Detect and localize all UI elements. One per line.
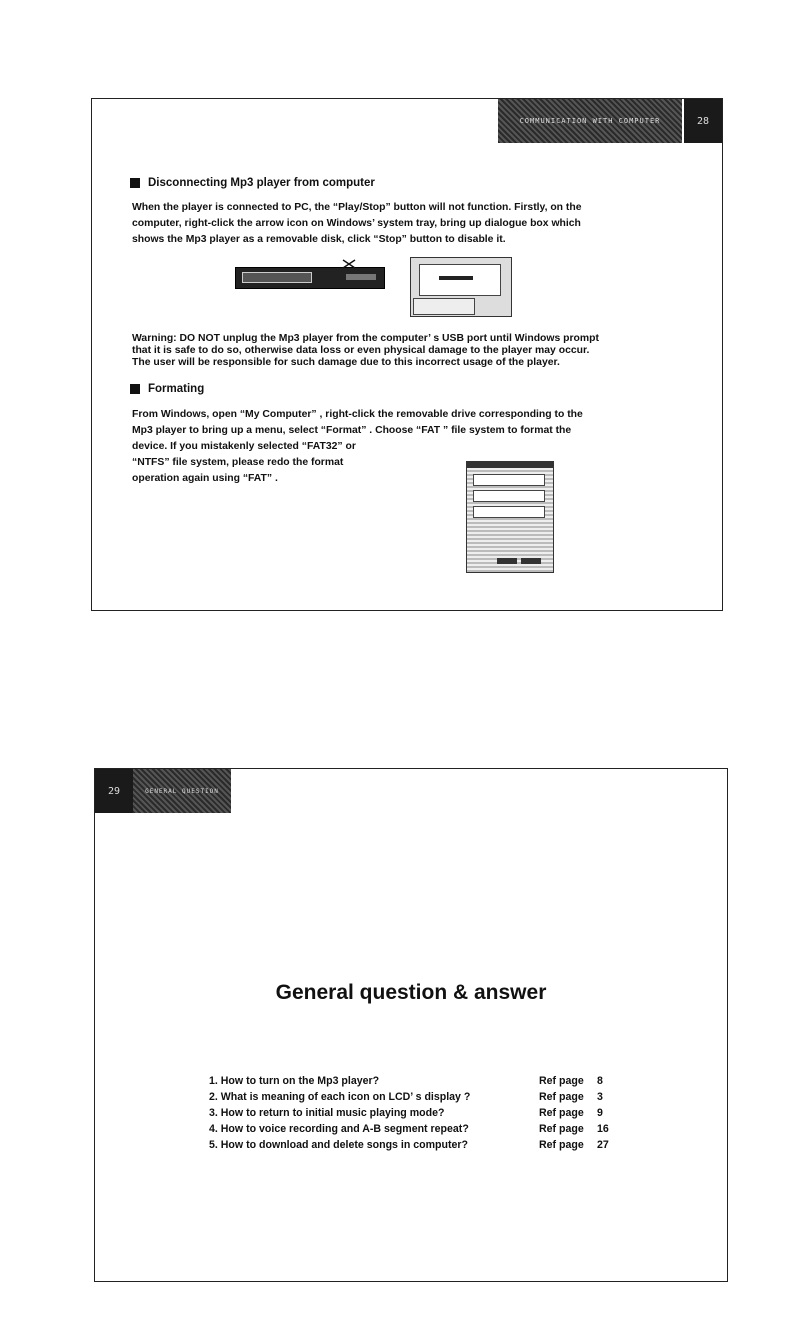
question-row (209, 1105, 629, 1121)
question-list (209, 1073, 629, 1153)
question-row (209, 1089, 629, 1105)
square-bullet-icon (130, 178, 140, 188)
question-text: 4. How to voice recording and A-B segment repeat? (209, 1123, 469, 1135)
tray-tooltip (242, 272, 312, 283)
section-title-text: Formating (148, 383, 205, 395)
dialog-field (473, 474, 545, 486)
section-title-formatting (130, 383, 204, 395)
ref-label: Ref page (539, 1123, 584, 1135)
warning-paragraph (132, 333, 599, 369)
ref-label: Ref page (539, 1075, 584, 1087)
paragraph-line: “NTFS” file system, please redo the format (132, 457, 344, 468)
paragraph-line: When the player is connected to PC, the “Play/Stop” button will not function. Firstly, on the (132, 202, 582, 213)
page-number: 29 (107, 785, 121, 797)
page-number: 28 (696, 115, 710, 127)
dialog-start-button (497, 558, 517, 564)
disconnect-paragraph (132, 200, 582, 248)
warning-line-2: that it is safe to do so, otherwise data loss or even physical damage to the player may occur. (132, 345, 590, 356)
system-tray-screenshot (235, 267, 385, 289)
page-number-box (95, 769, 133, 813)
warning-line-3: The user will be responsible for such damage due to this incorrect usage of the player. (132, 357, 560, 368)
paragraph-line: Mp3 player to bring up a menu, select “Format” . Choose “FAT ” file system to format the (132, 425, 572, 436)
ref-label: Ref page (539, 1091, 584, 1103)
header-label: GENERAL QUESTION (145, 787, 219, 795)
page-title: General question & answer (275, 981, 547, 1004)
dialog-title-bar (467, 462, 553, 468)
dialog-sub-window (413, 298, 475, 315)
dialog-field (473, 490, 545, 502)
question-text: 3. How to return to initial music playing mode? (209, 1107, 445, 1119)
format-dialog-screenshot (466, 461, 554, 573)
warning-label: Warning: (132, 333, 177, 344)
question-row (209, 1121, 629, 1137)
question-row (209, 1073, 629, 1089)
ref-page-number: 9 (597, 1107, 603, 1119)
question-row (209, 1137, 629, 1153)
page-header-bar (133, 769, 231, 813)
square-bullet-icon (130, 384, 140, 394)
page-number-box (684, 99, 722, 143)
ref-label: Ref page (539, 1107, 584, 1119)
question-text: 5. How to download and delete songs in computer? (209, 1139, 468, 1151)
dialog-field (473, 506, 545, 518)
paragraph-line: computer, right-click the arrow icon on Windows’ system tray, bring up dialogue box which (132, 218, 581, 229)
paragraph-line: From Windows, open “My Computer” , right-click the removable drive corresponding to the (132, 409, 583, 420)
tray-icons (346, 274, 376, 280)
warning-line-1: unplug the Mp3 player from the computer’ s USB port until Windows prompt (219, 333, 599, 344)
warning-do-not: DO NOT (179, 333, 220, 344)
section-title-disconnecting (130, 177, 375, 189)
ref-page-number: 3 (597, 1091, 603, 1103)
manual-page-28 (91, 98, 723, 611)
header-label: COMMUNICATION WITH COMPUTER (519, 117, 661, 125)
section-title-text: Disconnecting Mp3 player from computer (148, 177, 375, 189)
question-text: 1. How to turn on the Mp3 player? (209, 1075, 380, 1087)
stop-device-dialog-screenshot (410, 257, 512, 317)
page-header-bar (498, 99, 682, 143)
dialog-list (419, 264, 501, 296)
ref-page-number: 8 (597, 1075, 603, 1087)
dialog-selected-row (439, 276, 473, 280)
manual-page-29 (94, 768, 728, 1282)
ref-label: Ref page (539, 1139, 584, 1151)
paragraph-line: device. If you mistakenly selected “FAT32” or (132, 441, 356, 452)
ref-page-number: 16 (597, 1123, 609, 1135)
dialog-close-button (521, 558, 541, 564)
paragraph-line: shows the Mp3 player as a removable disk, click “Stop” button to disable it. (132, 234, 506, 245)
paragraph-line: operation again using “FAT” . (132, 473, 278, 484)
question-text: 2. What is meaning of each icon on LCD’ s display ? (209, 1091, 471, 1103)
arrow-icon (342, 259, 356, 269)
ref-page-number: 27 (597, 1139, 609, 1151)
